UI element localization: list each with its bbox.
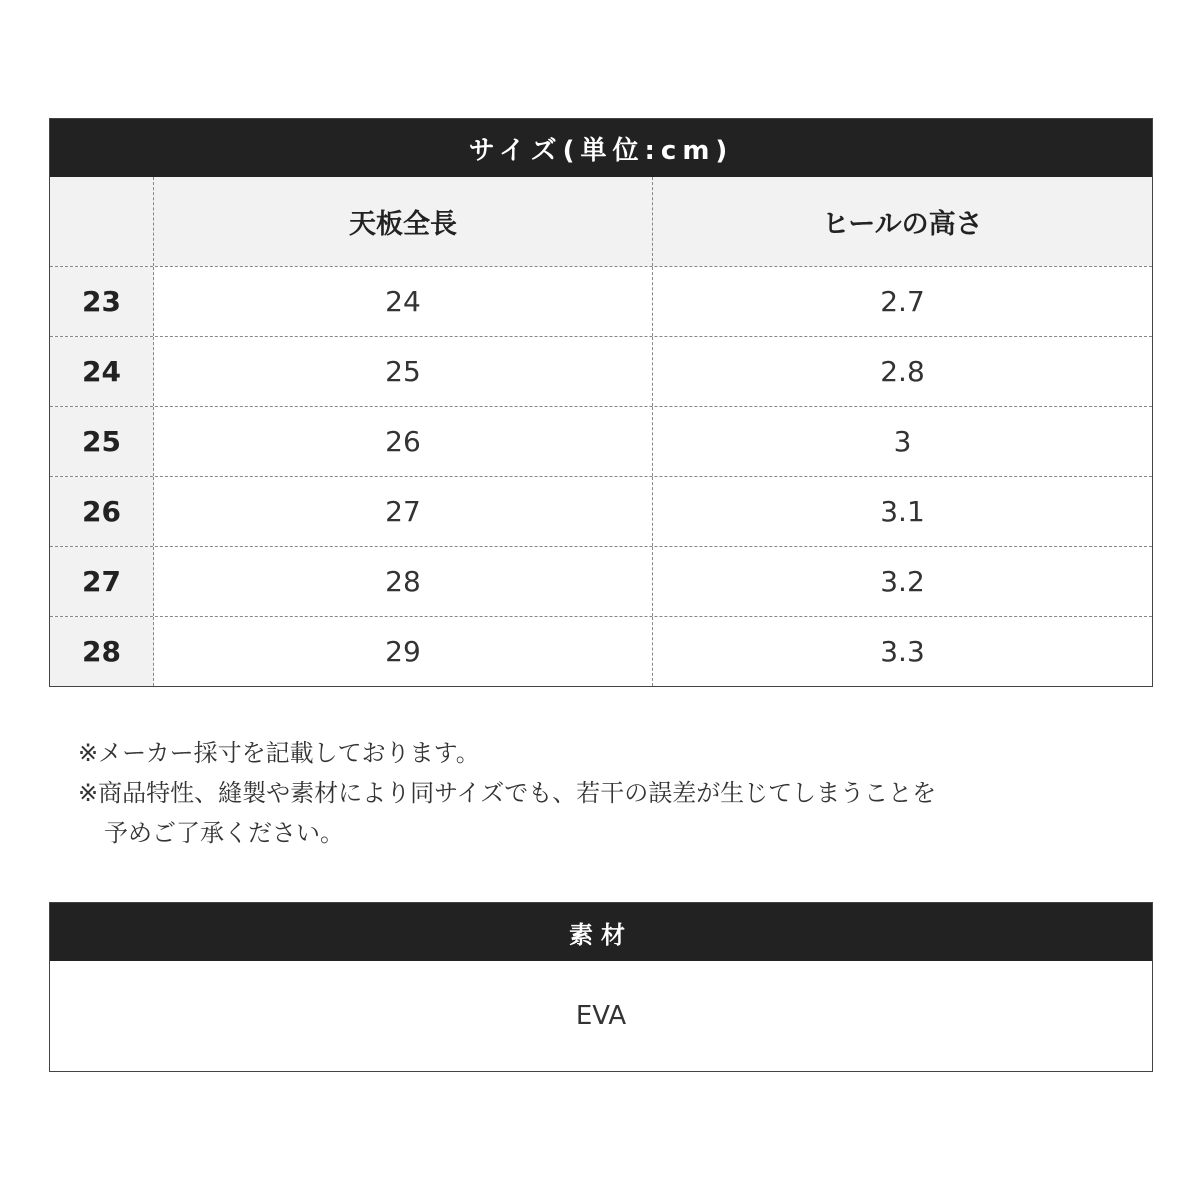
table-row [50,616,1152,686]
heel-height-value: 2.8 [880,355,925,388]
material-title: 素材 [50,903,1152,961]
size-label: 27 [50,547,154,616]
size-label: 25 [50,407,154,476]
material-table [49,902,1153,1072]
table-row [50,406,1152,476]
size-label: 26 [50,477,154,546]
heel-height-value: 3.3 [880,635,925,668]
note-line: 予めご了承ください。 [104,819,344,847]
heel-height-value: 3.1 [880,495,925,528]
note-line: ※メーカー採寸を記載しております。 [78,739,480,767]
material-value: EVA [575,1001,627,1031]
header-heel-height: ヒールの高さ [653,177,1152,266]
note-line: ※商品特性、縫製や素材により同サイズでも、若干の誤差が生じてしまうことを [78,779,937,807]
top-length-value: 26 [154,407,653,476]
table-row [50,266,1152,336]
size-label: 23 [50,267,154,336]
size-table-title: サイズ(単位:cm) [50,119,1152,177]
top-length-value: 29 [154,617,653,686]
size-table-header-row [50,177,1152,266]
top-length-value: 27 [154,477,653,546]
heel-height-value: 2.7 [880,285,925,318]
header-top-length: 天板全長 [154,177,653,266]
table-row [50,336,1152,406]
size-table [49,118,1153,687]
header-size-cell [50,177,154,266]
size-label: 28 [50,617,154,686]
heel-height-value: 3 [893,425,912,458]
top-length-value: 25 [154,337,653,406]
top-length-value: 24 [154,267,653,336]
table-row [50,476,1152,546]
size-label: 24 [50,337,154,406]
notes [78,733,1078,853]
top-length-value: 28 [154,547,653,616]
table-row [50,546,1152,616]
heel-height-value: 3.2 [880,565,925,598]
